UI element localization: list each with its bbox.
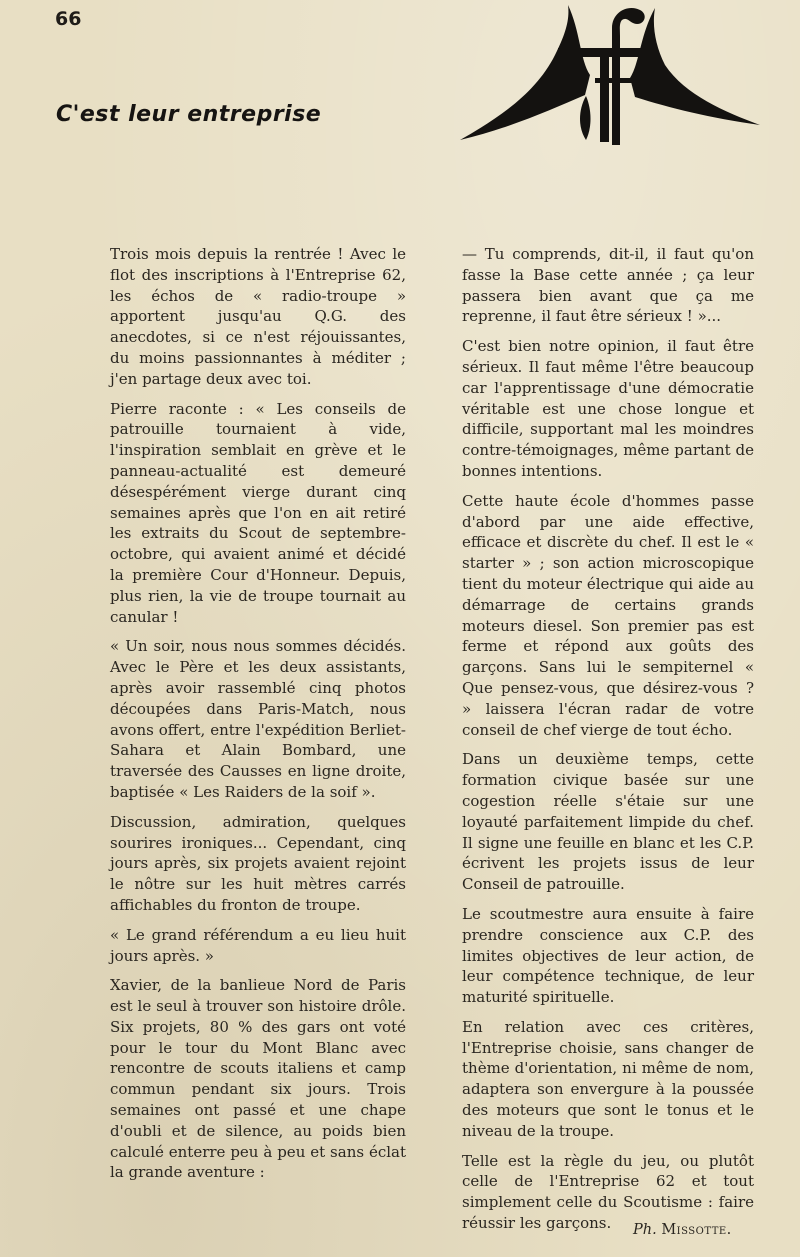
article-title: C'est leur entreprise (56, 102, 322, 127)
paragraph: Trois mois depuis la rentrée ! Avec le flot des inscriptions à l'Entreprise 62, les échos de « radio-troupe » apportent jusqu'au Q.G. des anecdotes, si ce n'est réjouissantes, du moins passionnantes à méditer ; j'en partage deux avec toi. (110, 245, 406, 388)
author-surname: Missotte. (661, 1222, 732, 1238)
paragraph: « Un soir, nous nous sommes décidés. Avec le Père et les deux assistants, après avoir rassemblé cinq photos découpées dans Paris-Match, nous avons offert, entre l'expédition Berliet-Sahara et Alain Bombard, une traversée des Causses en ligne droite, baptisée « Les Raiders de la soif ». (110, 637, 406, 801)
paragraph: Le scoutmestre aura ensuite à faire prendre conscience aux C.P. des limites objectives de leur action, de leur compétence technique, de leur maturité spirituelle. (462, 904, 754, 1007)
paragraph: Cette haute école d'hommes passe d'abord par une aide effective, efficace et discrète du chef. Il est le « starter » ; son action microscopique tient du moteur électrique qui aide au démarrage de certains grands moteurs diesel. Son premier pas est ferme et répond aux goûts des garçons. Sans lui le sempiternel « Que pensez-vous, que désirez-vous ? » laissera l'écran radar de votre conseil de chef vierge de tout écho. (462, 491, 754, 739)
paragraph: Discussion, admiration, quelques sourires ironiques... Cependant, cinq jours après, six projets avaient rejoint le nôtre sur les huit mètres carrés affichables du fronton de troupe. (110, 812, 406, 914)
author-signature (633, 1222, 732, 1238)
page-number: 66 (55, 8, 82, 30)
paragraph: Pierre raconte : « Les conseils de patrouille tournaient à vide, l'inspiration semblait en grève et le panneau-actualité est demeuré désespérément vierge durant cinq semaines après que l'on en ait retiré les extraits du Scout de septembre-octobre, qui avaient animé et décidé la première Cour d'Honneur. Depuis, plus rien, la vie de troupe tournait au canular ! (110, 399, 406, 626)
paragraph: C'est bien notre opinion, il faut être sérieux. Il faut même l'être beaucoup car l'apprentissage d'une démocratie véritable est une chose longue et difficile, supportant mal les moindres contre-témoignages, même partant de bonnes intentions. (462, 337, 754, 480)
paragraph: « Le grand référendum a eu lieu huit jours après. » (110, 925, 406, 965)
paragraph: Telle est la règle du jeu, ou plutôt celle de l'Entreprise 62 et tout simplement celle du Scoutisme : faire réussir les garçons. (462, 1151, 754, 1233)
author-initials: Ph. (633, 1222, 657, 1238)
article-left-column (110, 244, 406, 1192)
paragraph: Xavier, de la banlieue Nord de Paris est le seul à trouver son histoire drôle. Six projets, 80 % des gars ont voté pour le tour du Mont Blanc avec rencontre de scouts italiens et camp commun pendant six jours. Trois semaines ont passé et une chape d'oubli et de silence, au poids bien calculé enterre peu à peu et sans éclat la grande aventure : (110, 976, 406, 1182)
scout-emblem-icon (440, 0, 770, 150)
paragraph: En relation avec ces critères, l'Entreprise choisie, sans changer de thème d'orientation, ni même de nom, adaptera son envergure à la poussée des moteurs que sont le tonus et le niveau de la troupe. (462, 1017, 754, 1140)
paragraph: — Tu comprends, dit-il, il faut qu'on fasse la Base cette année ; ça leur passera bien avant que ça me reprenne, il faut être sérieux ! »... (462, 245, 754, 326)
article-right-column (462, 244, 754, 1243)
paragraph: Dans un deuxième temps, cette formation civique basée sur une cogestion réelle s'étaie sur une loyauté parfaitement limpide du chef. Il signe une feuille en blanc et les C.P. écrivent les projets issus de leur Conseil de patrouille. (462, 750, 754, 894)
